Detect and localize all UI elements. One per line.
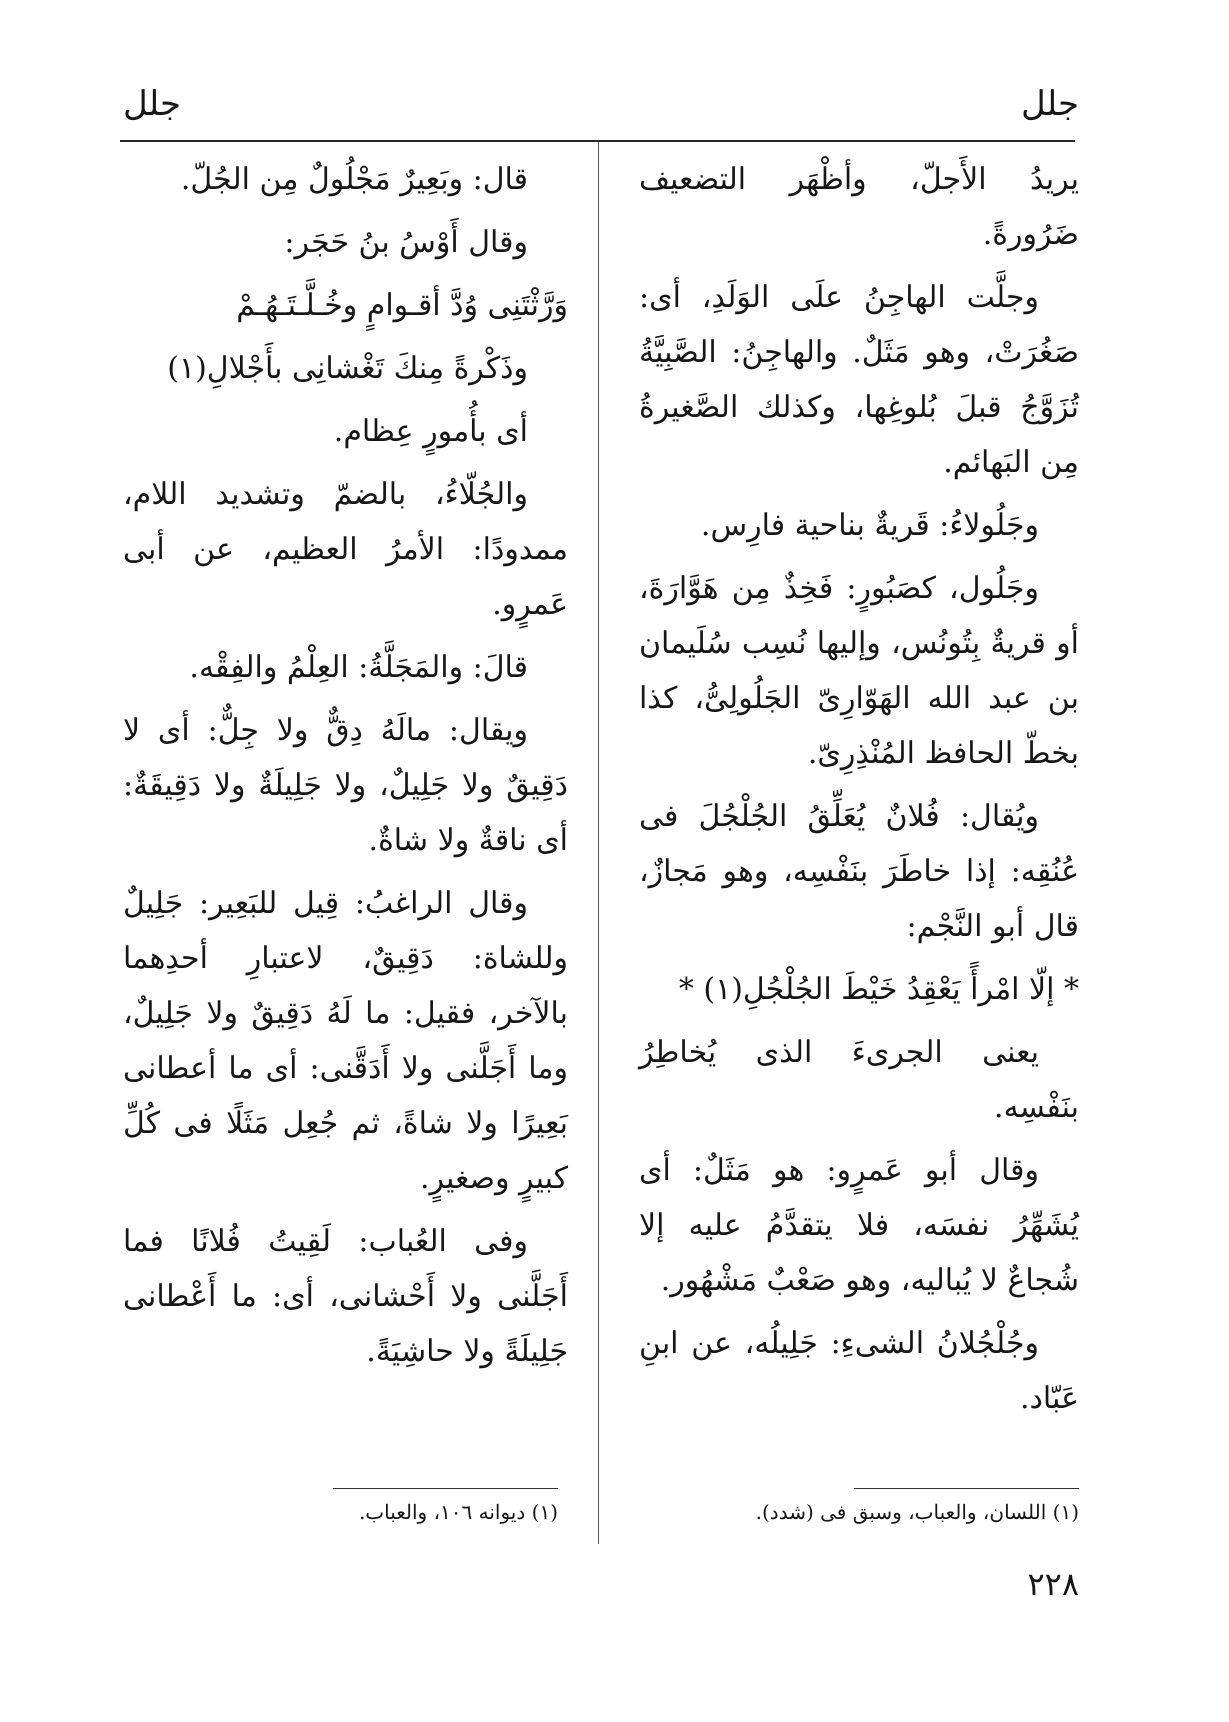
entry-paragraph: ويقال: مالَهُ دِقٌّ ولا جِلٌّ: أى لا دَقِيقٌ ولا جَلِيلٌ، ولا جَلِيلَةٌ ولا دَقِيقَةٌ: أى ناقةٌ ولا شاةٌ. xyxy=(123,713,568,858)
entry-paragraph: وجُلْجُلانُ الشىءِ: جَلِيلُه، عن ابنِ عَبّاد. xyxy=(639,1326,1079,1416)
footnote-left: (١) ديوانه ١٠٦، والعباب. xyxy=(358,1500,558,1524)
entry-paragraph: قالَ: والمَجَلَّةُ: العِلْمُ والفِقْه. xyxy=(189,650,528,685)
entry-paragraph: وقال الراغبُ: قِيل للبَعِير: جَلِيلٌ وللشاة: دَقِيقٌ، لاعتبارِ أحدِهما بالآخر، فقيل: ما لَهُ دَقِيقٌ ولا جَلِيلٌ، وما أَجَلَّنى ولا أَدَقَّنى: أى ما أعطانى بَعِيرًا ولا شاةً، ثم جُعِل مَثَلًا فى كُلِّ كبيرٍ وصغيرٍ. xyxy=(123,886,568,1196)
entry-paragraph: وجلَّت الهاجِنُ علَى الوَلَدِ، أى: صَغُرَتْ، وهو مَثَلٌ. والهاجِنُ: الصَّبِيَّةُ تُزَوَّجُ قبلَ بُلوغِها، وكذلك الصَّغيرةُ مِن البَهائم. xyxy=(639,280,1079,480)
poetry-verse-second-hemistich: وذَكْرةً مِنكَ تَغْشانِى بأَجْلالِ(١) xyxy=(167,351,528,386)
footnote-rule-right xyxy=(854,1488,1079,1489)
entry-paragraph: أى بأُمورٍ عِظام. xyxy=(333,414,528,449)
entry-paragraph: وفى العُباب: لَقِيتُ فُلانًا فما أَجَلَّنى ولا أَحْشانى، أى: ما أَعْطانى جَلِيلَةً ولا حاشِيَةً. xyxy=(123,1224,568,1369)
column-divider xyxy=(598,142,599,1544)
entry-paragraph: يريدُ الأَجلّ، وأظْهَر التضعيف ضَرُورةً. xyxy=(639,162,1079,252)
footnote-right: (١) اللسان، والعباب، وسبق فى (شدد). xyxy=(755,1500,1079,1524)
entry-paragraph: وقال أَوْسُ بنُ حَجَر: xyxy=(284,225,528,260)
left-column xyxy=(123,152,568,1387)
entry-paragraph: ويُقال: فُلانٌ يُعَلِّقُ الجُلْجُلَ فى عُنُقِه: إذا خاطَرَ بنَفْسِه، وهو مَجازٌ، قال أبو النَّجْم: xyxy=(639,799,1079,944)
poetry-verse: * إلّا امْرأً يَعْقِدُ خَيْطَ الجُلْجُلِ(١) * xyxy=(678,972,1079,1007)
footnote-rule-left xyxy=(333,1488,558,1489)
entry-paragraph: قال: وبَعِيرٌ مَجْلُولٌ مِن الجُلّ. xyxy=(180,162,528,197)
header-left-root-word: جلل xyxy=(123,84,182,124)
right-column xyxy=(639,152,1079,1434)
poetry-verse-first-hemistich: وَرَّثْتَنِى وُدَّ أقـوامٍ وخُـلَّـتَـهُـمْ xyxy=(236,288,568,323)
header-right-root-word: جلل xyxy=(1020,84,1079,124)
page-number: ٢٢٨ xyxy=(1027,1565,1079,1603)
entry-paragraph: يعنى الجرىءَ الذى يُخاطِرُ بنَفْسِه. xyxy=(639,1035,1079,1125)
entry-paragraph: وجَلُول، كصَبُورٍ: فَخِذٌ مِن هَوَّارَةَ، أو قريةٌ بِتُونُس، وإليها نُسِب سُلَيمان بن عبد الله الهَوّارِىّ الجَلُولِىُّ، كذا بخطّ الحافظ المُنْذِرِىّ. xyxy=(639,571,1079,771)
entry-paragraph: والجُلّاءُ، بالضمّ وتشديد اللام، ممدودًا: الأمرُ العظيم، عن أبى عَمرٍو. xyxy=(123,477,568,622)
entry-paragraph: وقال أبو عَمرٍو: هو مَثَلٌ: أى يُشَهِّرُ نفسَه، فلا يتقدَّمُ عليه إلا شُجاعٌ لا يُباليه، وهو صَعْبٌ مَشْهُور. xyxy=(639,1153,1079,1298)
entry-paragraph: وجَلُولاءُ: قَريةٌ بناحية فارِس. xyxy=(700,508,1039,543)
